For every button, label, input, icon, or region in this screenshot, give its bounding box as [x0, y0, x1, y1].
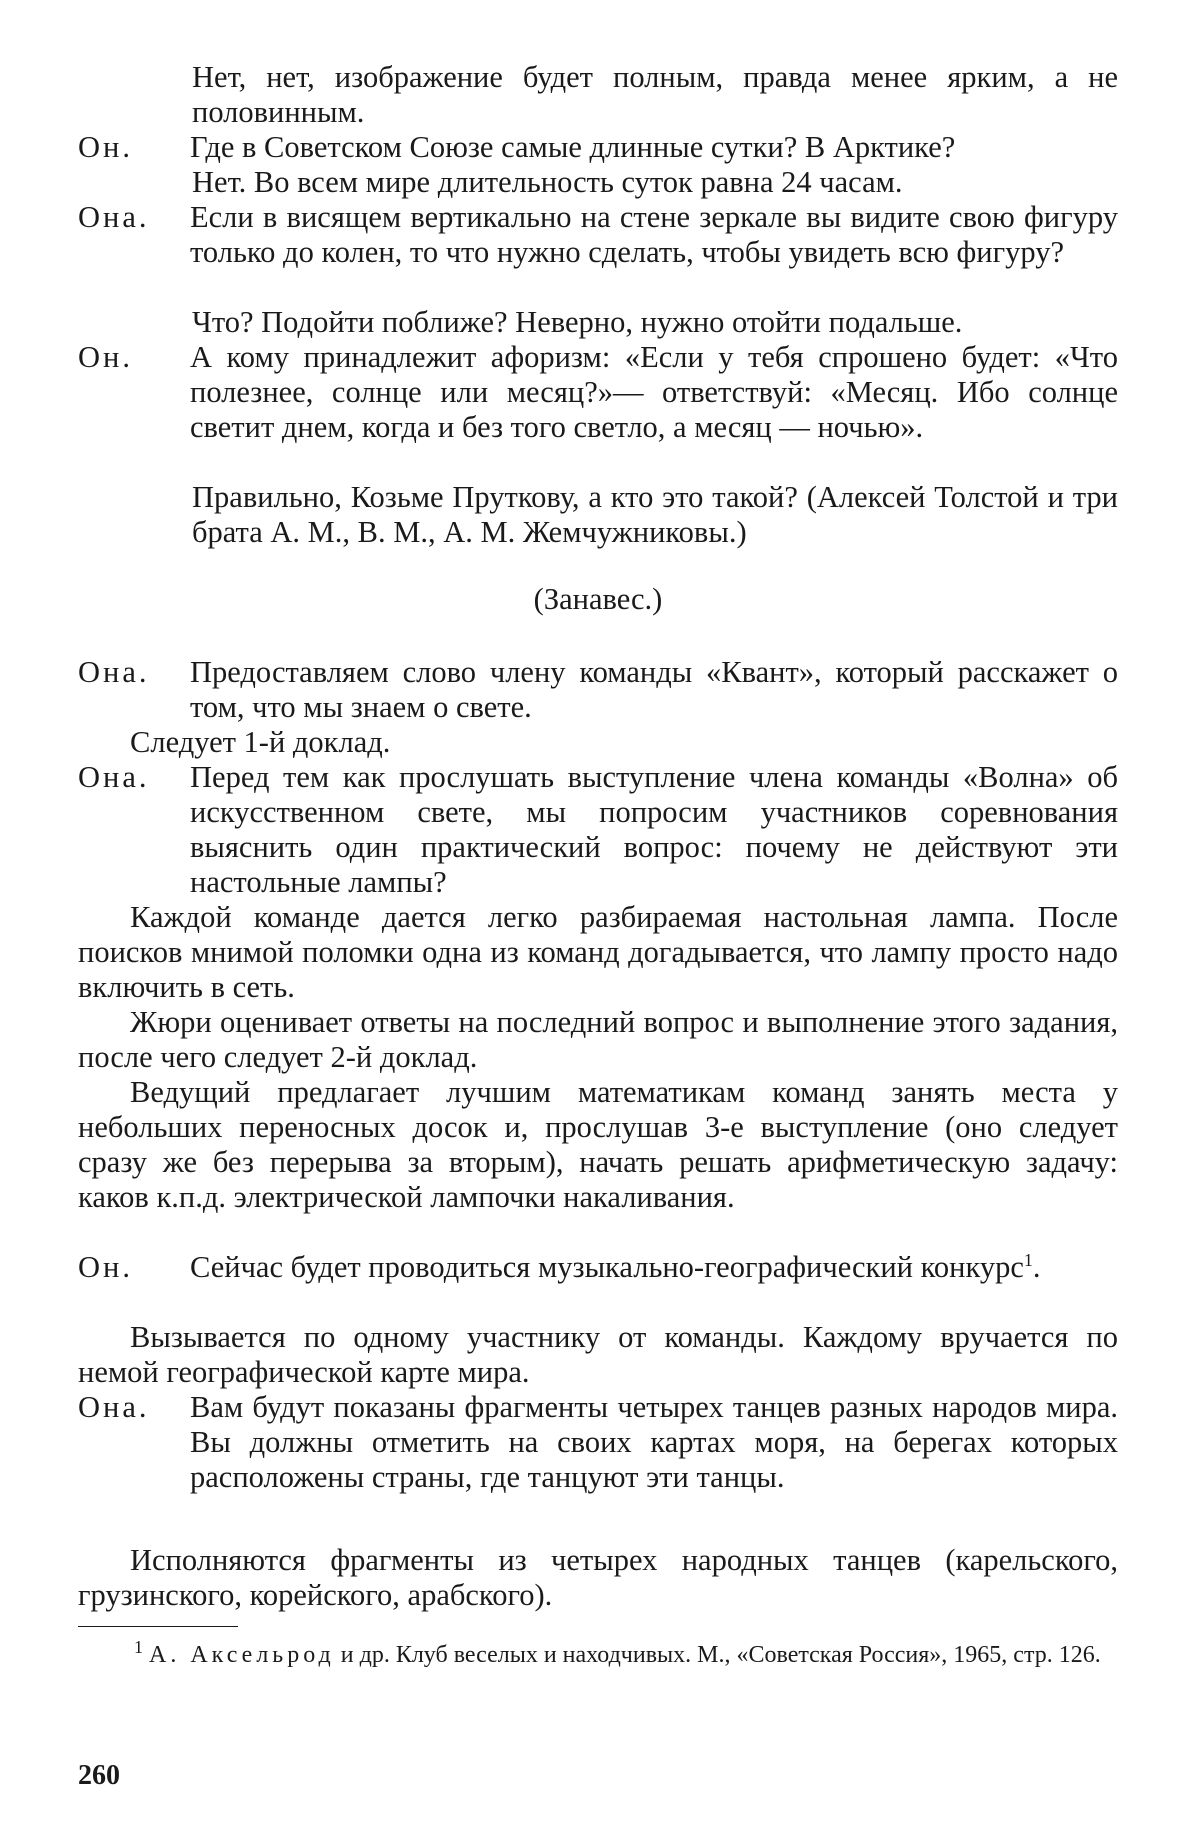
footnote: [78, 1637, 1118, 1671]
speaker-label: Она.: [78, 200, 150, 234]
dialogue-line: [192, 60, 1118, 130]
footnote-mark: 1: [134, 1637, 143, 1657]
dialogue-line: [192, 480, 1118, 550]
dialogue-line: [78, 200, 1118, 270]
line-text: [190, 1250, 1118, 1285]
stage-direction: Каждой команде дается легко разбираемая настольная лампа. После поисков мнимой поломки одна из команд догадывается, что лампу просто надо включить в сеть.: [78, 900, 1118, 1004]
footnote-rule: [78, 1626, 238, 1627]
dialogue-line: [78, 760, 1118, 900]
line-text: Предоставляем слово члену команды «Квант», который расскажет о том, что мы знаем о свете.: [190, 655, 1118, 724]
speaker-label: Она.: [78, 760, 150, 794]
stage-direction-curtain: (Занавес.): [533, 582, 663, 616]
speaker-label: Она.: [78, 655, 150, 689]
line-text: Правильно, Козьме Пруткову, а кто это такой? (Алексей Толстой и три брата А. М., В. М., А. М. Жемчужниковы.): [192, 480, 1118, 549]
line-text: Что? Подойти поближе? Неверно, нужно отойти подальше.: [192, 305, 963, 339]
line-text: Нет. Во всем мире длительность суток равна 24 часам.: [192, 165, 903, 199]
speaker-label: Он.: [78, 340, 133, 374]
speaker-label: Он.: [78, 1250, 133, 1284]
stage-direction: Исполняются фрагменты из четырех народных танцев (карельского, грузинского, корейского, арабского).: [78, 1543, 1118, 1612]
line-text: Если в висящем вертикально на стене зеркале вы видите свою фигуру только до колен, то что нужно сделать, чтобы увидеть всю фигуру?: [190, 200, 1118, 269]
page-number: 260: [78, 1760, 120, 1791]
line-text: Где в Советском Союзе самые длинные сутки? В Арктике?: [190, 130, 956, 164]
line-text: Перед тем как прослушать выступление члена команды «Волна» об искусственном свете, мы попросим участников соревнования выяснить один практический вопрос: почему не действуют эти настольные лампы?: [190, 760, 1118, 899]
line-text: А кому принадлежит афоризм: «Если у тебя спрошено будет: «Что полезнее, солнце или месяц?»— ответствуй: «Месяц. Ибо солнце светит днем, когда и без того светло, а месяц — ночью».: [190, 340, 1118, 444]
dialogue-line: [192, 305, 1118, 340]
line-text-end: .: [1032, 1250, 1041, 1284]
footnote-text: и др. Клуб веселых и находчивых. М., «Советская Россия», 1965, стр. 126.: [340, 1642, 1101, 1668]
line-text: Вам будут показаны фрагменты четырех танцев разных народов мира. Вы должны отметить на своих картах моря, на берегах которых расположены страны, где танцуют эти танцы.: [190, 1390, 1118, 1494]
stage-direction: Следует 1-й доклад.: [130, 725, 391, 759]
line-text-main: Сейчас будет проводиться музыкально-географический конкурс: [190, 1250, 1024, 1284]
dialogue-line: [192, 165, 1118, 200]
footnote-author: А. Аксельрод: [149, 1642, 335, 1668]
dialogue-line: [78, 130, 1118, 165]
stage-direction: Жюри оценивает ответы на последний вопрос и выполнение этого задания, после чего следует 2-й доклад.: [78, 1005, 1118, 1074]
dialogue-line: [78, 1390, 1118, 1495]
dialogue-line: [78, 655, 1118, 725]
dialogue-line: [78, 1250, 1118, 1285]
dialogue-line: [78, 340, 1118, 445]
line-text: Нет, нет, изображение будет полным, правда менее ярким, а не половинным.: [192, 60, 1118, 129]
stage-direction: Ведущий предлагает лучшим математикам команд занять места у небольших переносных досок и, прослушав 3-е выступление (оно следует сразу же без перерыва за вторым), начать решать арифметическую задачу: каков к.п.д. электрической лампочки накаливания.: [78, 1075, 1118, 1214]
stage-direction: Вызывается по одному участнику от команды. Каждому вручается по немой географической карте мира.: [78, 1320, 1118, 1389]
footnote-ref: 1: [1023, 1249, 1033, 1270]
speaker-label: Она.: [78, 1390, 150, 1424]
speaker-label: Он.: [78, 130, 133, 164]
